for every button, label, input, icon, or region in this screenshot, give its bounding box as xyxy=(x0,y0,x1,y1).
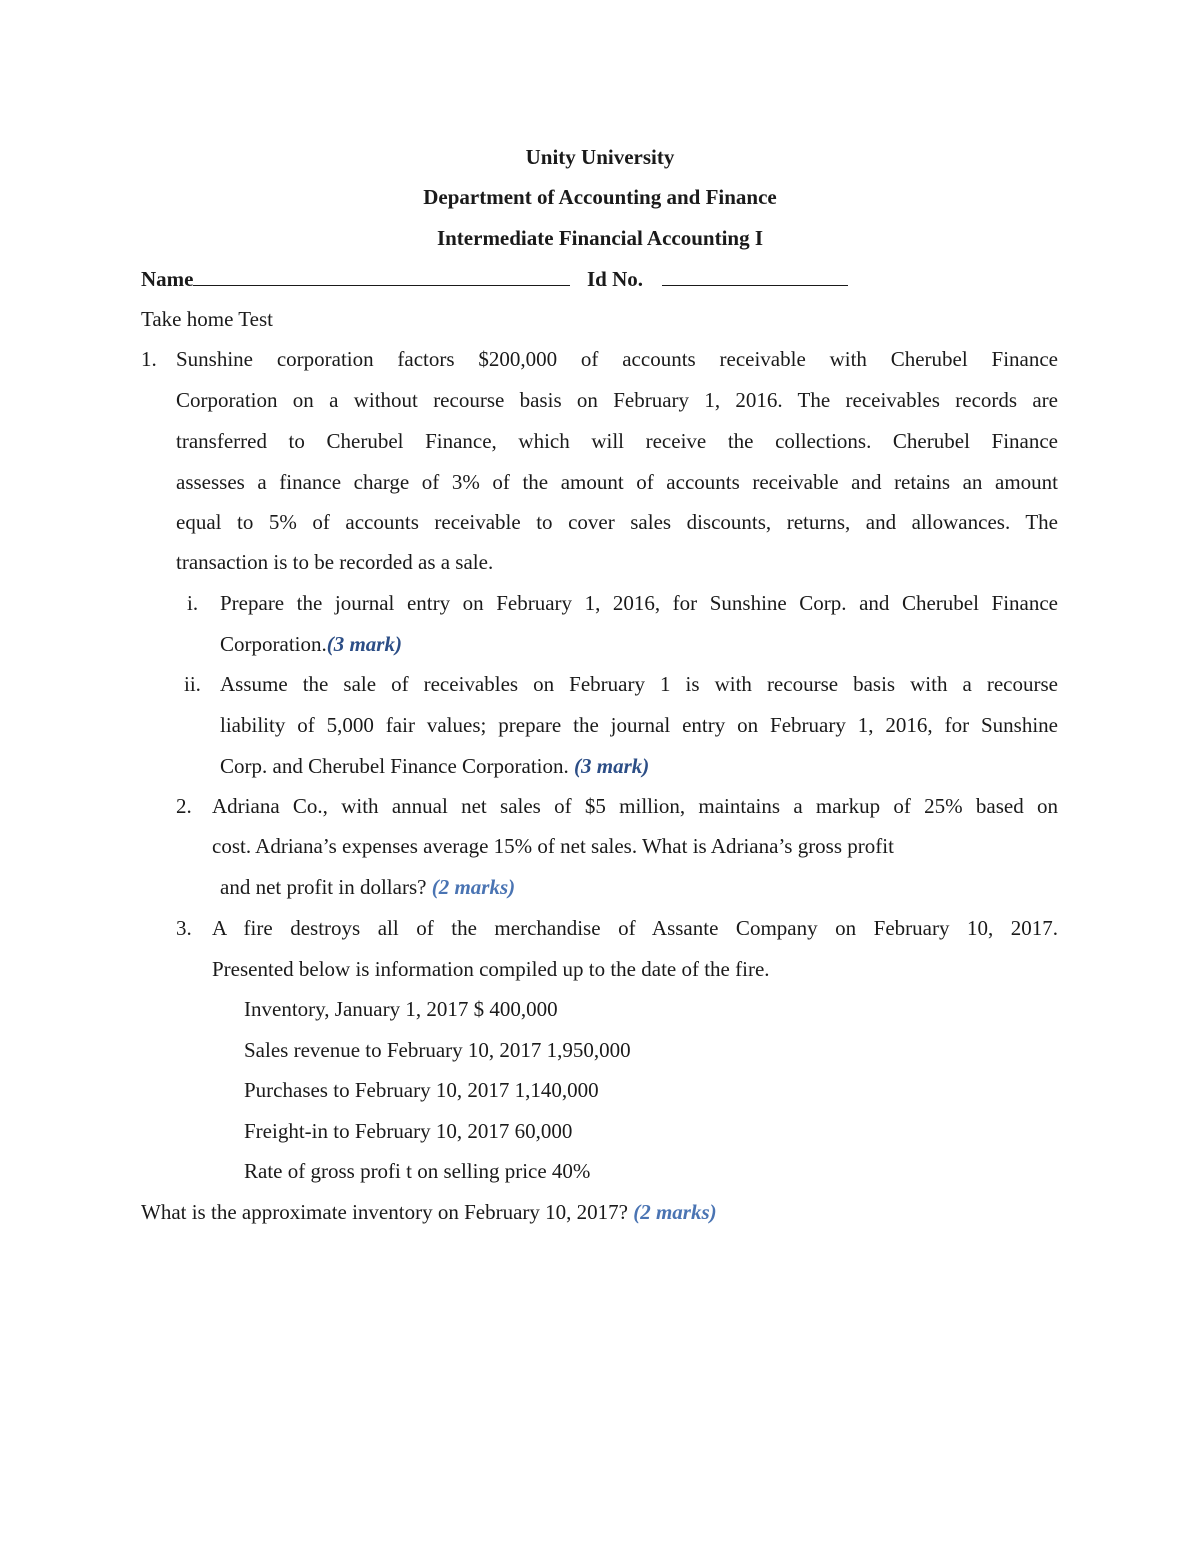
q1-ii-line-3 xyxy=(220,752,649,780)
q3-item-gross-profit: Rate of gross profi t on selling price 40% xyxy=(244,1159,591,1183)
q3-question xyxy=(141,1198,717,1226)
name-blank xyxy=(193,267,570,286)
q3-number: 3. xyxy=(176,916,192,940)
q1-i-number: i. xyxy=(187,591,199,615)
q1-line-3: transferred to Cherubel Finance, which will receive the collections. Cherubel Finance xyxy=(176,429,1058,453)
course-title: Intermediate Financial Accounting I xyxy=(436,226,764,250)
q3-marks: (2 marks) xyxy=(633,1200,717,1224)
q2-line-3-text: and net profit in dollars? xyxy=(220,875,427,899)
student-info-line xyxy=(141,265,848,293)
q1-line-6: transaction is to be recorded as a sale. xyxy=(176,550,494,574)
q2-marks: (2 marks) xyxy=(431,875,516,899)
q1-number: 1. xyxy=(141,347,157,371)
q2-line-3 xyxy=(220,873,515,901)
university-title: Unity University xyxy=(525,145,675,169)
q3-line-1: A fire destroys all of the merchandise of Assante Company on February 10, 2017. xyxy=(212,916,1058,940)
q3-line-2: Presented below is information compiled up to the date of the fire. xyxy=(212,957,770,981)
q1-ii-line-2: liability of 5,000 fair values; prepare the journal entry on February 1, 2016, for Sunshine xyxy=(220,713,1058,737)
q2-line-1: Adriana Co., with annual net sales of $5 million, maintains a markup of 25% based on xyxy=(212,794,1058,818)
q1-i-line-2 xyxy=(220,630,402,658)
q2-line-2: cost. Adriana’s expenses average 15% of net sales. What is Adriana’s gross profit xyxy=(212,834,894,858)
q3-question-text: What is the approximate inventory on February 10, 2017? xyxy=(141,1200,628,1224)
id-label: Id No. xyxy=(586,267,644,291)
q1-line-4: assesses a finance charge of 3% of the amount of accounts receivable and retains an amount xyxy=(176,470,1058,494)
name-label: Name xyxy=(141,267,194,291)
q1-i-line-1: Prepare the journal entry on February 1, 2016, for Sunshine Corp. and Cherubel Finance xyxy=(220,591,1058,615)
q3-item-inventory: Inventory, January 1, 2017 $ 400,000 xyxy=(244,997,558,1021)
q1-i-line-2-text: Corporation. xyxy=(220,632,327,656)
test-type: Take home Test xyxy=(141,307,273,331)
q1-ii-number: ii. xyxy=(184,672,201,696)
q3-item-sales: Sales revenue to February 10, 2017 1,950,000 xyxy=(244,1038,631,1062)
department-title: Department of Accounting and Finance xyxy=(423,185,777,209)
q1-i-marks: (3 mark) xyxy=(326,632,402,656)
q3-item-freight: Freight-in to February 10, 2017 60,000 xyxy=(244,1119,573,1143)
q3-item-purchases: Purchases to February 10, 2017 1,140,000 xyxy=(244,1078,599,1102)
q1-ii-line-1: Assume the sale of receivables on February 1 is with recourse basis with a recourse xyxy=(220,672,1058,696)
q1-ii-line-3-text: Corp. and Cherubel Finance Corporation. xyxy=(220,754,569,778)
q1-ii-marks: (3 mark) xyxy=(574,754,650,778)
id-blank xyxy=(662,267,848,286)
q1-line-2: Corporation on a without recourse basis on February 1, 2016. The receivables records are xyxy=(176,388,1058,412)
q1-line-1: Sunshine corporation factors $200,000 of accounts receivable with Cherubel Finance xyxy=(176,347,1058,371)
q2-number: 2. xyxy=(176,794,192,818)
q1-line-5: equal to 5% of accounts receivable to cover sales discounts, returns, and allowances. The xyxy=(176,510,1058,534)
